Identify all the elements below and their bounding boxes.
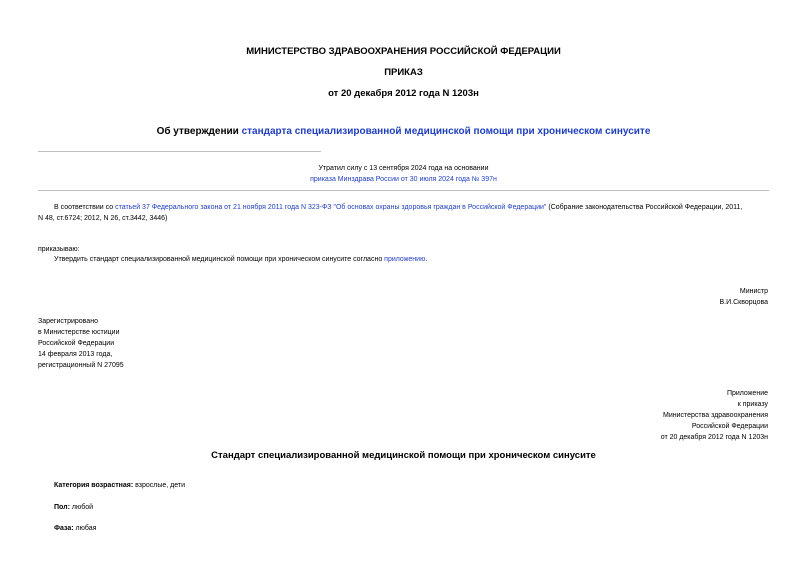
law-article-link[interactable]: статьей 37 Федерального закона от 21 ноября 2011 года N 323-ФЗ "Об основах охраны здоровья граждан в Российской Федерации" bbox=[115, 204, 547, 211]
doc-date-number: от 20 декабря 2012 года N 1203н bbox=[328, 88, 479, 99]
order-text bbox=[54, 254, 427, 265]
registration-line: регистрационный N 27095 bbox=[38, 362, 124, 369]
status-repeal-link[interactable]: приказа Минздрава России от 30 июля 2024 года № 397н bbox=[310, 176, 497, 183]
registration-line: Российской Федерации bbox=[38, 340, 115, 347]
standard-title: Стандарт специализированной медицинской помощи при хроническом синусите bbox=[211, 450, 596, 461]
ministry-heading: МИНИСТЕРСТВО ЗДРАВООХРАНЕНИЯ РОССИЙСКОЙ ФЕДЕРАЦИИ bbox=[246, 46, 561, 57]
sex-label: Пол: bbox=[54, 504, 70, 511]
status-note bbox=[0, 163, 807, 185]
appendix-line: от 20 декабря 2012 года N 1203н bbox=[660, 434, 768, 441]
order-word: приказываю: bbox=[38, 246, 80, 253]
sex-category bbox=[54, 502, 93, 513]
registration-line: в Министерстве юстиции bbox=[38, 329, 120, 336]
preamble bbox=[38, 202, 769, 224]
preamble-line-2: N 48, ст.6724; 2012, N 26, ст.3442, 3446) bbox=[38, 215, 168, 222]
signature-block bbox=[720, 286, 769, 308]
appendix-line: к приказу bbox=[737, 401, 768, 408]
sex-value: любой bbox=[69, 504, 94, 511]
appendix-block bbox=[661, 388, 768, 443]
preamble-line-1 bbox=[38, 202, 769, 213]
doc-type-heading: ПРИКАЗ bbox=[384, 67, 423, 78]
registration-line: Зарегистрировано bbox=[38, 318, 98, 325]
title-standard-link[interactable]: стандарта специализированной медицинской помощи при хроническом синусите bbox=[241, 126, 651, 137]
appendix-line: Приложение bbox=[726, 390, 768, 397]
appendix-line: Российской Федерации bbox=[691, 423, 768, 430]
title-prefix: Об утверждении bbox=[156, 126, 242, 137]
divider-short bbox=[38, 151, 321, 152]
preamble-suffix: (Собрание законодательства Российской Федерации, 2011, bbox=[546, 204, 743, 211]
appendix-link[interactable]: приложению bbox=[384, 256, 426, 263]
phase-category bbox=[54, 523, 96, 534]
age-category bbox=[54, 480, 185, 491]
registration-line: 14 февраля 2013 года, bbox=[38, 351, 113, 358]
signature-name: В.И.Скворцова bbox=[719, 299, 768, 306]
age-value: взрослые, дети bbox=[133, 482, 186, 489]
order-text-prefix: Утвердить стандарт специализированной медицинской помощи при хроническом синусите согласно bbox=[54, 256, 385, 263]
appendix-line: Министерства здравоохранения bbox=[663, 412, 768, 419]
preamble-prefix: В соответствии со bbox=[54, 204, 116, 211]
age-label: Категория возрастная: bbox=[54, 482, 134, 489]
registration-block bbox=[38, 316, 124, 371]
order-text-suffix: . bbox=[425, 256, 428, 263]
phase-label: Фаза: bbox=[54, 525, 74, 532]
status-line: Утратил силу с 13 сентября 2024 года на основании bbox=[318, 165, 489, 172]
phase-value: любая bbox=[73, 525, 97, 532]
signature-position: Министр bbox=[739, 288, 768, 295]
divider-long bbox=[38, 190, 769, 191]
document-title bbox=[0, 126, 807, 137]
